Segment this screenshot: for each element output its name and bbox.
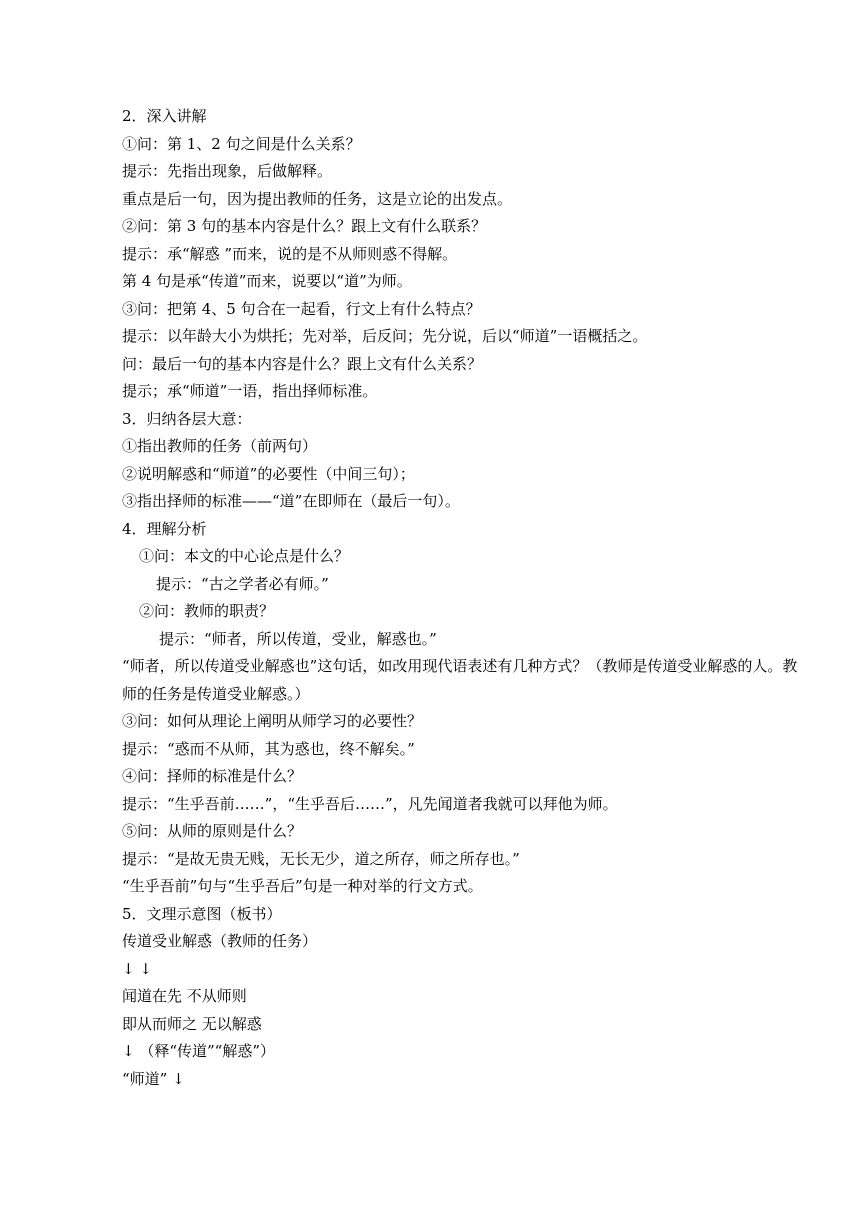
question-text: ③问：把第 4、5 句合在一起看，行文上有什么特点？ — [122, 299, 481, 318]
hint-text: 提示：“惑而不从师，其为惑也，终不解矣。” — [122, 739, 415, 758]
diagram-arrow-line: ↓ ↓ — [122, 959, 152, 978]
paragraph-text: “师者，所以传道受业解惑也”这句话，如改用现代语表述有几种方式？（教师是传道受业解惑的人。教师的任务是传道受业解惑。） — [122, 657, 798, 703]
hint-text: 提示：承“解惑 ”而来，说的是不从师则惑不得解。 — [122, 244, 458, 263]
hint-text: 提示：“师者，所以传道，受业，解惑也。” — [159, 629, 437, 648]
hint-text: 提示；承“师道”一语，指出择师标准。 — [122, 382, 378, 400]
question-text: 问：最后一句的基本内容是什么？跟上文有什么关系？ — [122, 354, 483, 373]
list-item: ①指出教师的任务（前两句） — [122, 437, 318, 455]
question-text: ①问：本文的中心论点是什么？ — [139, 547, 350, 565]
question-text: ①问：第 1、2 句之间是什么关系？ — [122, 134, 361, 153]
hint-text: 提示：以年龄大小为烘托；先对举，后反问；先分说，后以“师道”一语概括之。 — [122, 327, 648, 345]
question-text: ②问：第 3 句的基本内容是什么？跟上文有什么联系？ — [122, 217, 487, 235]
paragraph-text: 第 4 句是承“传道”而来，说要以“道”为师。 — [122, 272, 412, 290]
document-body — [122, 103, 802, 1093]
paragraph-text: 重点是后一句，因为提出教师的任务，这是立论的出发点。 — [122, 189, 513, 208]
diagram-line: “师道” ↓ — [122, 1069, 185, 1088]
hint-text: 提示：先指出现象，后做解释。 — [122, 162, 333, 180]
list-item: ②说明解惑和“师道”的必要性（中间三句）； — [122, 464, 415, 483]
hint-text: 提示：“生乎吾前……”，“生乎吾后……”，凡先闻道者我就可以拜他为师。 — [122, 794, 618, 813]
hint-text: 提示：“是故无贵无贱，无长无少，道之所存，师之所存也。” — [122, 849, 520, 868]
diagram-arrow-line: ↓ （释“传道”“解惑”） — [122, 1042, 276, 1060]
question-text: ⑤问：从师的原则是什么？ — [122, 822, 303, 840]
paragraph-text: “生乎吾前”句与“生乎吾后”句是一种对举的行文方式。 — [122, 877, 483, 895]
section-heading: 4．理解分析 — [122, 519, 207, 538]
diagram-line: 即从而师之 无以解惑 — [122, 1014, 262, 1033]
hint-text: 提示：“古之学者必有师。” — [156, 574, 329, 593]
list-item: ③指出择师的标准——“道”在即师在（最后一句）。 — [122, 492, 460, 510]
section-heading: 3．归纳各层大意： — [122, 409, 252, 428]
diagram-line: 传道受业解惑（教师的任务） — [122, 932, 318, 950]
section-heading: 2．深入讲解 — [122, 107, 207, 125]
question-text: ③问：如何从理论上阐明从师学习的必要性？ — [122, 712, 423, 730]
diagram-line: 闻道在先 不从师则 — [122, 987, 247, 1005]
section-heading: 5．文理示意图（板书） — [122, 904, 282, 923]
question-text: ②问：教师的职责？ — [139, 602, 275, 620]
question-text: ④问：择师的标准是什么？ — [122, 767, 303, 785]
